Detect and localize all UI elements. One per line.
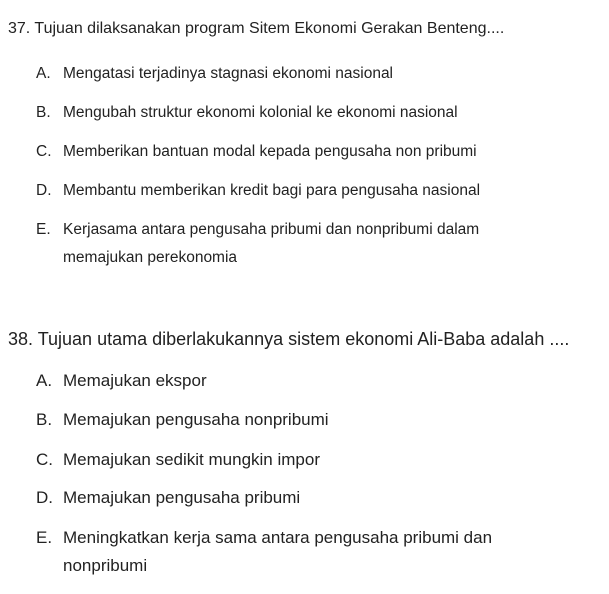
option-letter: E. [36,221,51,238]
option-letter: B. [36,104,51,121]
option-d[interactable] [36,484,300,512]
option-text: Mengubah struktur ekonomi kolonial ke ekonomi nasional [63,104,458,121]
option-e[interactable] [36,524,492,580]
option-text: Memberikan bantuan modal kepada pengusaha non pribumi [63,143,477,160]
option-letter: D. [36,182,52,199]
option-letter: A. [36,65,51,82]
option-a[interactable] [36,367,207,395]
option-text: Memajukan pengusaha pribumi [63,488,301,507]
option-letter: E. [36,528,53,547]
option-letter: B. [36,410,53,429]
option-letter: C. [36,450,53,469]
option-text-continued: memajukan perekonomia [63,249,238,266]
option-e[interactable] [36,216,479,272]
option-letter: A. [36,371,53,390]
option-c[interactable] [36,446,320,474]
option-letter: D. [36,488,53,507]
option-letter: C. [36,143,52,160]
option-text: Memajukan sedikit mungkin impor [63,450,320,469]
question-text: 37. Tujuan dilaksanakan program Sitem Ekonomi Gerakan Benteng.... [8,20,505,37]
option-a[interactable] [36,60,393,88]
option-b[interactable] [36,99,458,127]
option-text: Memajukan ekspor [63,371,207,390]
option-d[interactable] [36,177,480,205]
option-text: Meningkatkan kerja sama antara pengusaha pribumi dan [63,528,493,547]
option-text: Membantu memberikan kredit bagi para pengusaha nasional [63,182,481,199]
option-c[interactable] [36,138,477,166]
question-text: 38. Tujuan utama diberlakukannya sistem ekonomi Ali-Baba adalah .... [8,329,570,349]
option-text: Memajukan pengusaha nonpribumi [63,410,329,429]
option-text-continued: nonpribumi [63,556,148,575]
option-text: Mengatasi terjadinya stagnasi ekonomi nasional [63,65,394,82]
option-text: Kerjasama antara pengusaha pribumi dan nonpribumi dalam [63,221,480,238]
option-b[interactable] [36,406,329,434]
